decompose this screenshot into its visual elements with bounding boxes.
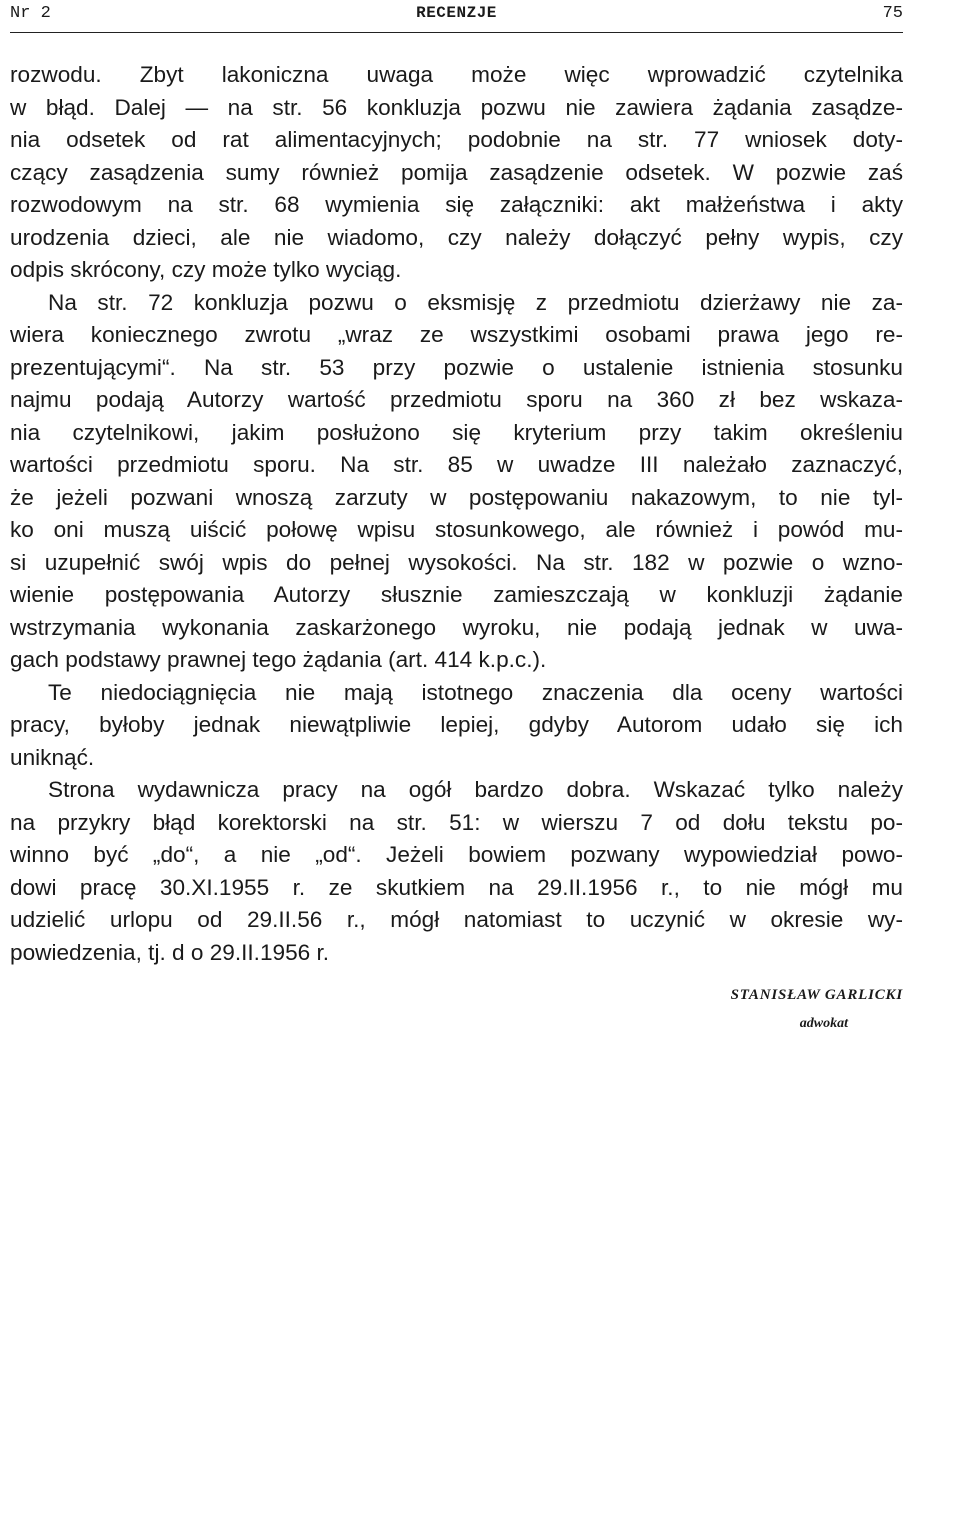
text-line: na przykry błąd korektorski na str. 51: w wierszu 7 od dołu tekstu po- [10,809,903,835]
text-line: rozwodowym na str. 68 wymienia się załączniki: akt małżeństwa i akty [10,192,903,217]
author-title: adwokat [799,1016,848,1031]
text-line: si uzupełnić swój wpis do pełnej wysokości. Na str. 182 w pozwie o wzno- [10,549,903,575]
page-number: 75 [882,4,903,23]
text-line: pracy, byłoby jednak niewątpliwie lepiej, gdyby Autorom udało się ich [10,712,903,737]
review-text [10,59,903,969]
paragraph-start: Na str. 72 konkluzja pozwu o eksmisję z przedmiotu dzierżawy nie za- [48,289,903,315]
text-line: wienie postępowania Autorzy słusznie zamieszczają w konkluzji żądanie [10,582,903,607]
paragraph-start: Strona wydawnicza pracy na ogół bardzo dobra. Wskazać tylko należy [48,777,903,802]
text-line: odpis skrócony, czy może tylko wyciąg. [10,257,402,282]
issue-number: Nr 2 [10,4,51,23]
text-line: wstrzymania wykonania zaskarżonego wyroku, nie podają jednak w uwa- [10,614,903,640]
text-line: dowi pracę 30.XI.1955 r. ze skutkiem na 29.II.1956 r., to nie mógł mu [10,874,903,900]
text-line: rozwodu. Zbyt lakoniczna uwaga może więc wprowadzić czytelnika [10,62,903,87]
text-line: ko oni muszą uiścić połowę wpisu stosunkowego, ale również i powód mu- [10,517,903,542]
text-line: prezentującymi“. Na str. 53 przy pozwie o ustalenie istnienia stosunku [10,354,903,380]
text-line: wartości przedmiotu sporu. Na str. 85 w uwadze III należało zaznaczyć, [10,452,903,477]
text-line: winno być „do“, a nie „od“. Jeżeli bowiem pozwany wypowiedział powo- [10,842,903,867]
paragraph-start: Te niedociągnięcia nie mają istotnego znaczenia dla oceny wartości [48,679,903,705]
text-line: najmu podają Autorzy wartość przedmiotu sporu na 360 zł bez wskaza- [10,387,903,412]
author-name: STANISŁAW GARLICKI [730,987,903,1003]
running-header [10,0,903,33]
text-line: wiera koniecznego zwrotu „wraz ze wszystkimi osobami prawa jego re- [10,322,903,347]
text-line: gach podstawy prawnej tego żądania (art. 414 k.p.c.). [10,647,547,672]
text-line: w błąd. Dalej — na str. 56 konkluzja pozwu nie zawiera żądania zasądze- [10,94,903,120]
page [10,0,903,1032]
text-line: nia czytelnikowi, jakim posłużono się kryterium przy takim określeniu [10,419,903,445]
text-line: nia odsetek od rat alimentacyjnych; podobnie na str. 77 wniosek doty- [10,127,903,152]
text-line: powiedzenia, tj. d o 29.II.1956 r. [10,939,330,965]
section-title: RECENZJE [416,4,497,22]
text-line: uniknąć. [10,744,95,770]
text-line: czący zasądzenia sumy również pomija zasądzenie odsetek. W pozwie zaś [10,159,903,185]
text-line: że jeżeli pozwani wnoszą zarzuty w postępowaniu nakazowym, to nie tyl- [10,484,903,510]
text-line: udzielić urlopu od 29.II.56 r., mógł natomiast to uczynić w okresie wy- [10,907,903,932]
text-line: urodzenia dzieci, ale nie wiadomo, czy należy dołączyć pełny wypis, czy [10,224,903,250]
